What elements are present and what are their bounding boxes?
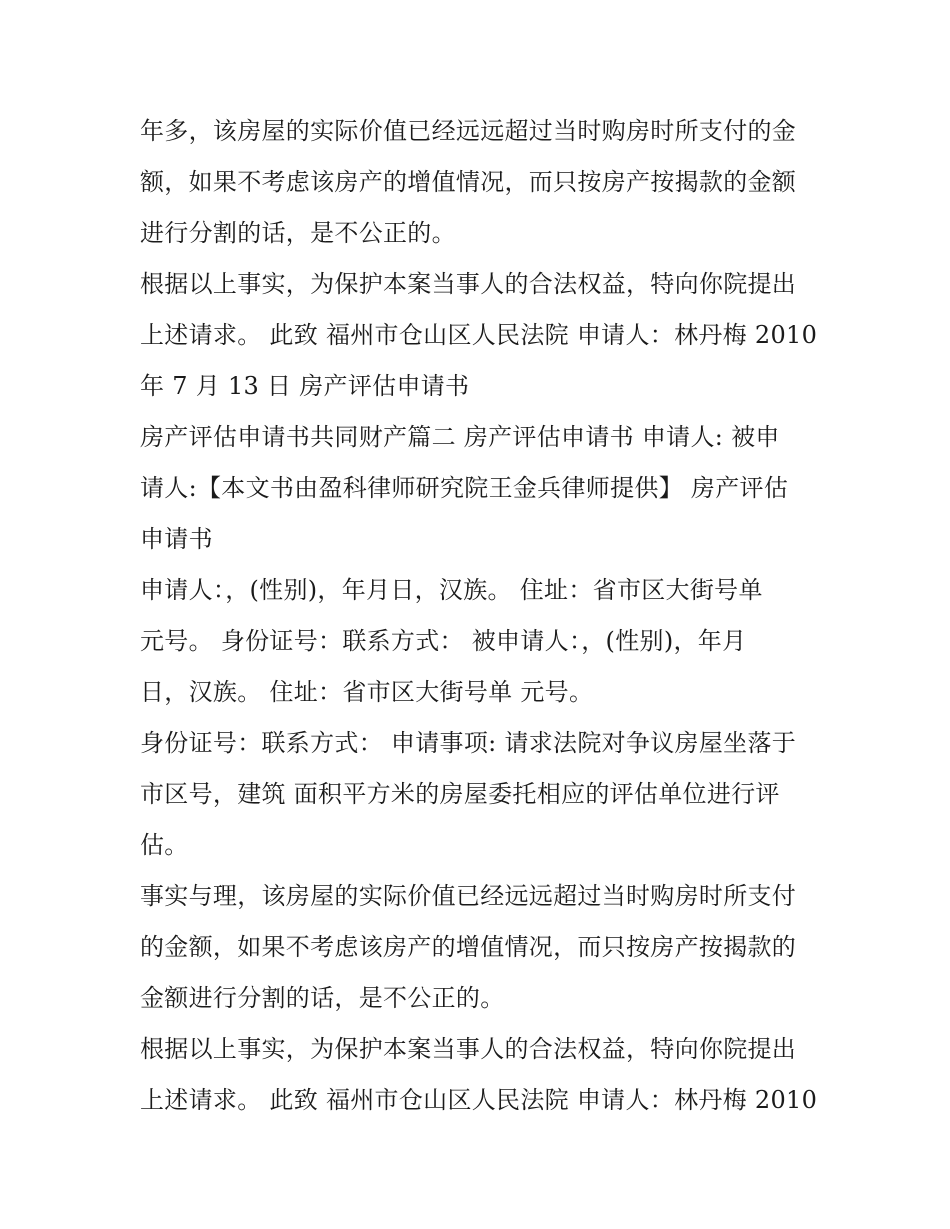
text-line: 申请人：，(性别)，年月日，汉族。 住址：省市区大街号单 <box>140 576 763 604</box>
text-line: 元号。 身份证号：联系方式： 被申请人：，(性别)，年月 <box>140 627 747 655</box>
text-line: 房产评估申请书共同财产篇二 房产评估申请书 申请人: 被申 <box>140 423 780 451</box>
paragraph-2 <box>140 259 820 412</box>
text-line: 请人:【本文书由盈科律师研究院王金兵律师提供】 房产评估 <box>140 474 789 502</box>
text-line: 申请书 <box>140 525 213 553</box>
paragraph-3 <box>140 412 820 565</box>
text-line: 上述请求。 此致 福州市仓山区人民法院 申请人：林丹梅 2010 <box>140 321 818 349</box>
text-line: 估。 <box>140 831 189 859</box>
text-line: 市区号，建筑 面积平方米的房屋委托相应的评估单位进行评 <box>140 780 780 808</box>
text-line: 年 7 月 13 日 房产评估申请书 <box>140 372 470 400</box>
text-line: 身份证号：联系方式： 申请事项: 请求法院对争议房屋坐落于 <box>140 729 797 757</box>
text-line: 上述请求。 此致 福州市仓山区人民法院 申请人：林丹梅 2010 <box>140 1086 818 1114</box>
text-line: 的金额，如果不考虑该房产的增值情况，而只按房产按揭款的 <box>140 933 797 961</box>
text-line: 事实与理，该房屋的实际价值已经远远超过当时购房时所支付 <box>140 882 797 910</box>
document-body <box>140 106 820 1126</box>
text-line: 进行分割的话，是不公正的。 <box>140 219 456 247</box>
paragraph-6 <box>140 871 820 1024</box>
paragraph-1 <box>140 106 820 259</box>
text-line: 根据以上事实，为保护本案当事人的合法权益，特向你院提出 <box>140 270 797 298</box>
text-line: 日，汉族。 住址：省市区大街号单 元号。 <box>140 678 594 706</box>
paragraph-7 <box>140 1024 820 1126</box>
text-line: 根据以上事实，为保护本案当事人的合法权益，特向你院提出 <box>140 1035 797 1063</box>
text-line: 额，如果不考虑该房产的增值情况，而只按房产按揭款的金额 <box>140 168 797 196</box>
paragraph-4 <box>140 565 820 718</box>
text-line: 年多，该房屋的实际价值已经远远超过当时购房时所支付的金 <box>140 117 797 145</box>
paragraph-5 <box>140 718 820 871</box>
text-line: 金额进行分割的话，是不公正的。 <box>140 984 505 1012</box>
